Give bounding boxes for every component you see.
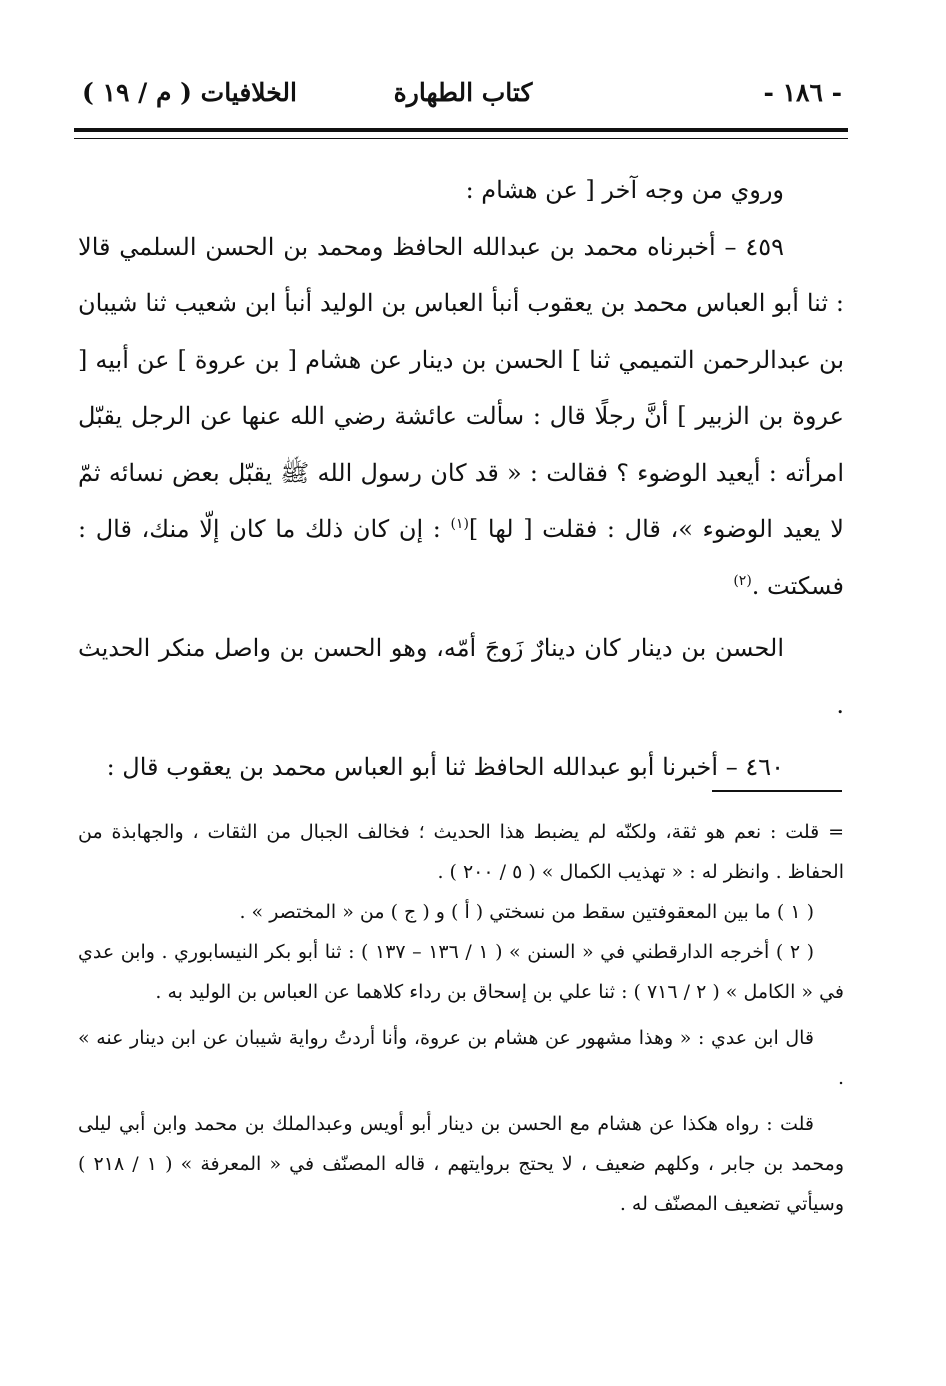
footnote-2: ( ٢ ) أخرجه الدارقطني في « السنن » ( ١ / ١٣٦ – ١٣٧ ) : ثنا أبو بكر النيسابوري . وابن عدي في « الكامل » ( ٢ / ٧١٦ ) : ثنا علي بن إسحاق بن رداء كلاهما عن العباس بن الوليد به . [78, 941, 844, 1003]
volume-reference: الخلافيات ( م / ١٩ ) [82, 78, 297, 107]
paragraph-hadith-460: ٤٦٠ – أخبرنا أبو عبدالله الحافظ ثنا أبو العباس محمد بن يعقوب قال : [106, 753, 784, 781]
footnote-2-quote: قال ابن عدي : « وهذا مشهور عن هشام بن عروة، وأنا أردتُ رواية شيبان عن ابن دينار عنه » . [78, 1027, 844, 1089]
paragraph-intro: وروي من وجه آخر [ عن هشام : [465, 176, 784, 204]
page-number: - ١٨٦ - [763, 78, 842, 107]
header-rule-thin [74, 138, 848, 139]
running-header [78, 72, 848, 116]
paragraph-hadith-459: ٤٥٩ – أخبرناه محمد بن عبدالله الحافظ ومحمد بن الحسن السلمي قالا : ثنا أبو العباس محمد بن يعقوب أنبأ العباس بن الوليد أنبأ ابن شعيب ثنا شيبان بن عبدالرحمن التميمي ثنا ] الحسن بن دينار عن هشام [ بن عروة ] عن أبيه [ عروة بن الزبير ] أنَّ رجلًا قال : سألت عائشة رضي الله عنها عن الرجل يقبّل امرأته : أيعيد الوضوء ؟ فقالت : « قد كان رسول الله ﷺ يقبّل بعض نسائه ثمّ لا يعيد الوضوء »، قال : فقلت [ لها ]$^{(١)}$ : إن كان ذلك ما كان إلّا منك، قال : فسكتت .$^{(٢)}$ [78, 232, 844, 600]
header-rule-thick [74, 128, 848, 132]
footnote-separator [712, 790, 842, 792]
paragraph-commentary: الحسن بن دينار كان دينارٌ زَوجَ أمّه، وهو الحسن بن واصل منكر الحديث . [78, 634, 844, 719]
footnote-2-remark: قلت : رواه هكذا عن هشام مع الحسن بن دينار أبو أويس وعبدالملك بن محمد وابن أبي ليلى ومحمد بن جابر ، وكلهم ضعيف ، لا يحتج بروايتهم ، قاله المصنّف في « المعرفة » ( ١ / ٢١٨ ) وسيأتي تضعيف المصنّف له . [78, 1113, 844, 1215]
footnote-1: ( ١ ) ما بين المعقوفتين سقط من نسختي ( أ ) و ( ج ) من « المختصر » . [239, 901, 814, 923]
footnote-continued: = قلت : نعم هو ثقة، ولكنّه لم يضبط هذا الحديث ؛ فخالف الجبال من الثقات ، والجهابذة من الحفاظ . وانظر له : « تهذيب الكمال » ( ٥ / ٢٠٠ ) . [78, 821, 844, 883]
book-title: كتاب الطهارة [393, 78, 533, 107]
footnotes [78, 812, 844, 1224]
main-text [78, 162, 844, 796]
footnote-ref-2: (٢) [733, 572, 752, 589]
footnote-ref-1: (١) [450, 516, 469, 532]
